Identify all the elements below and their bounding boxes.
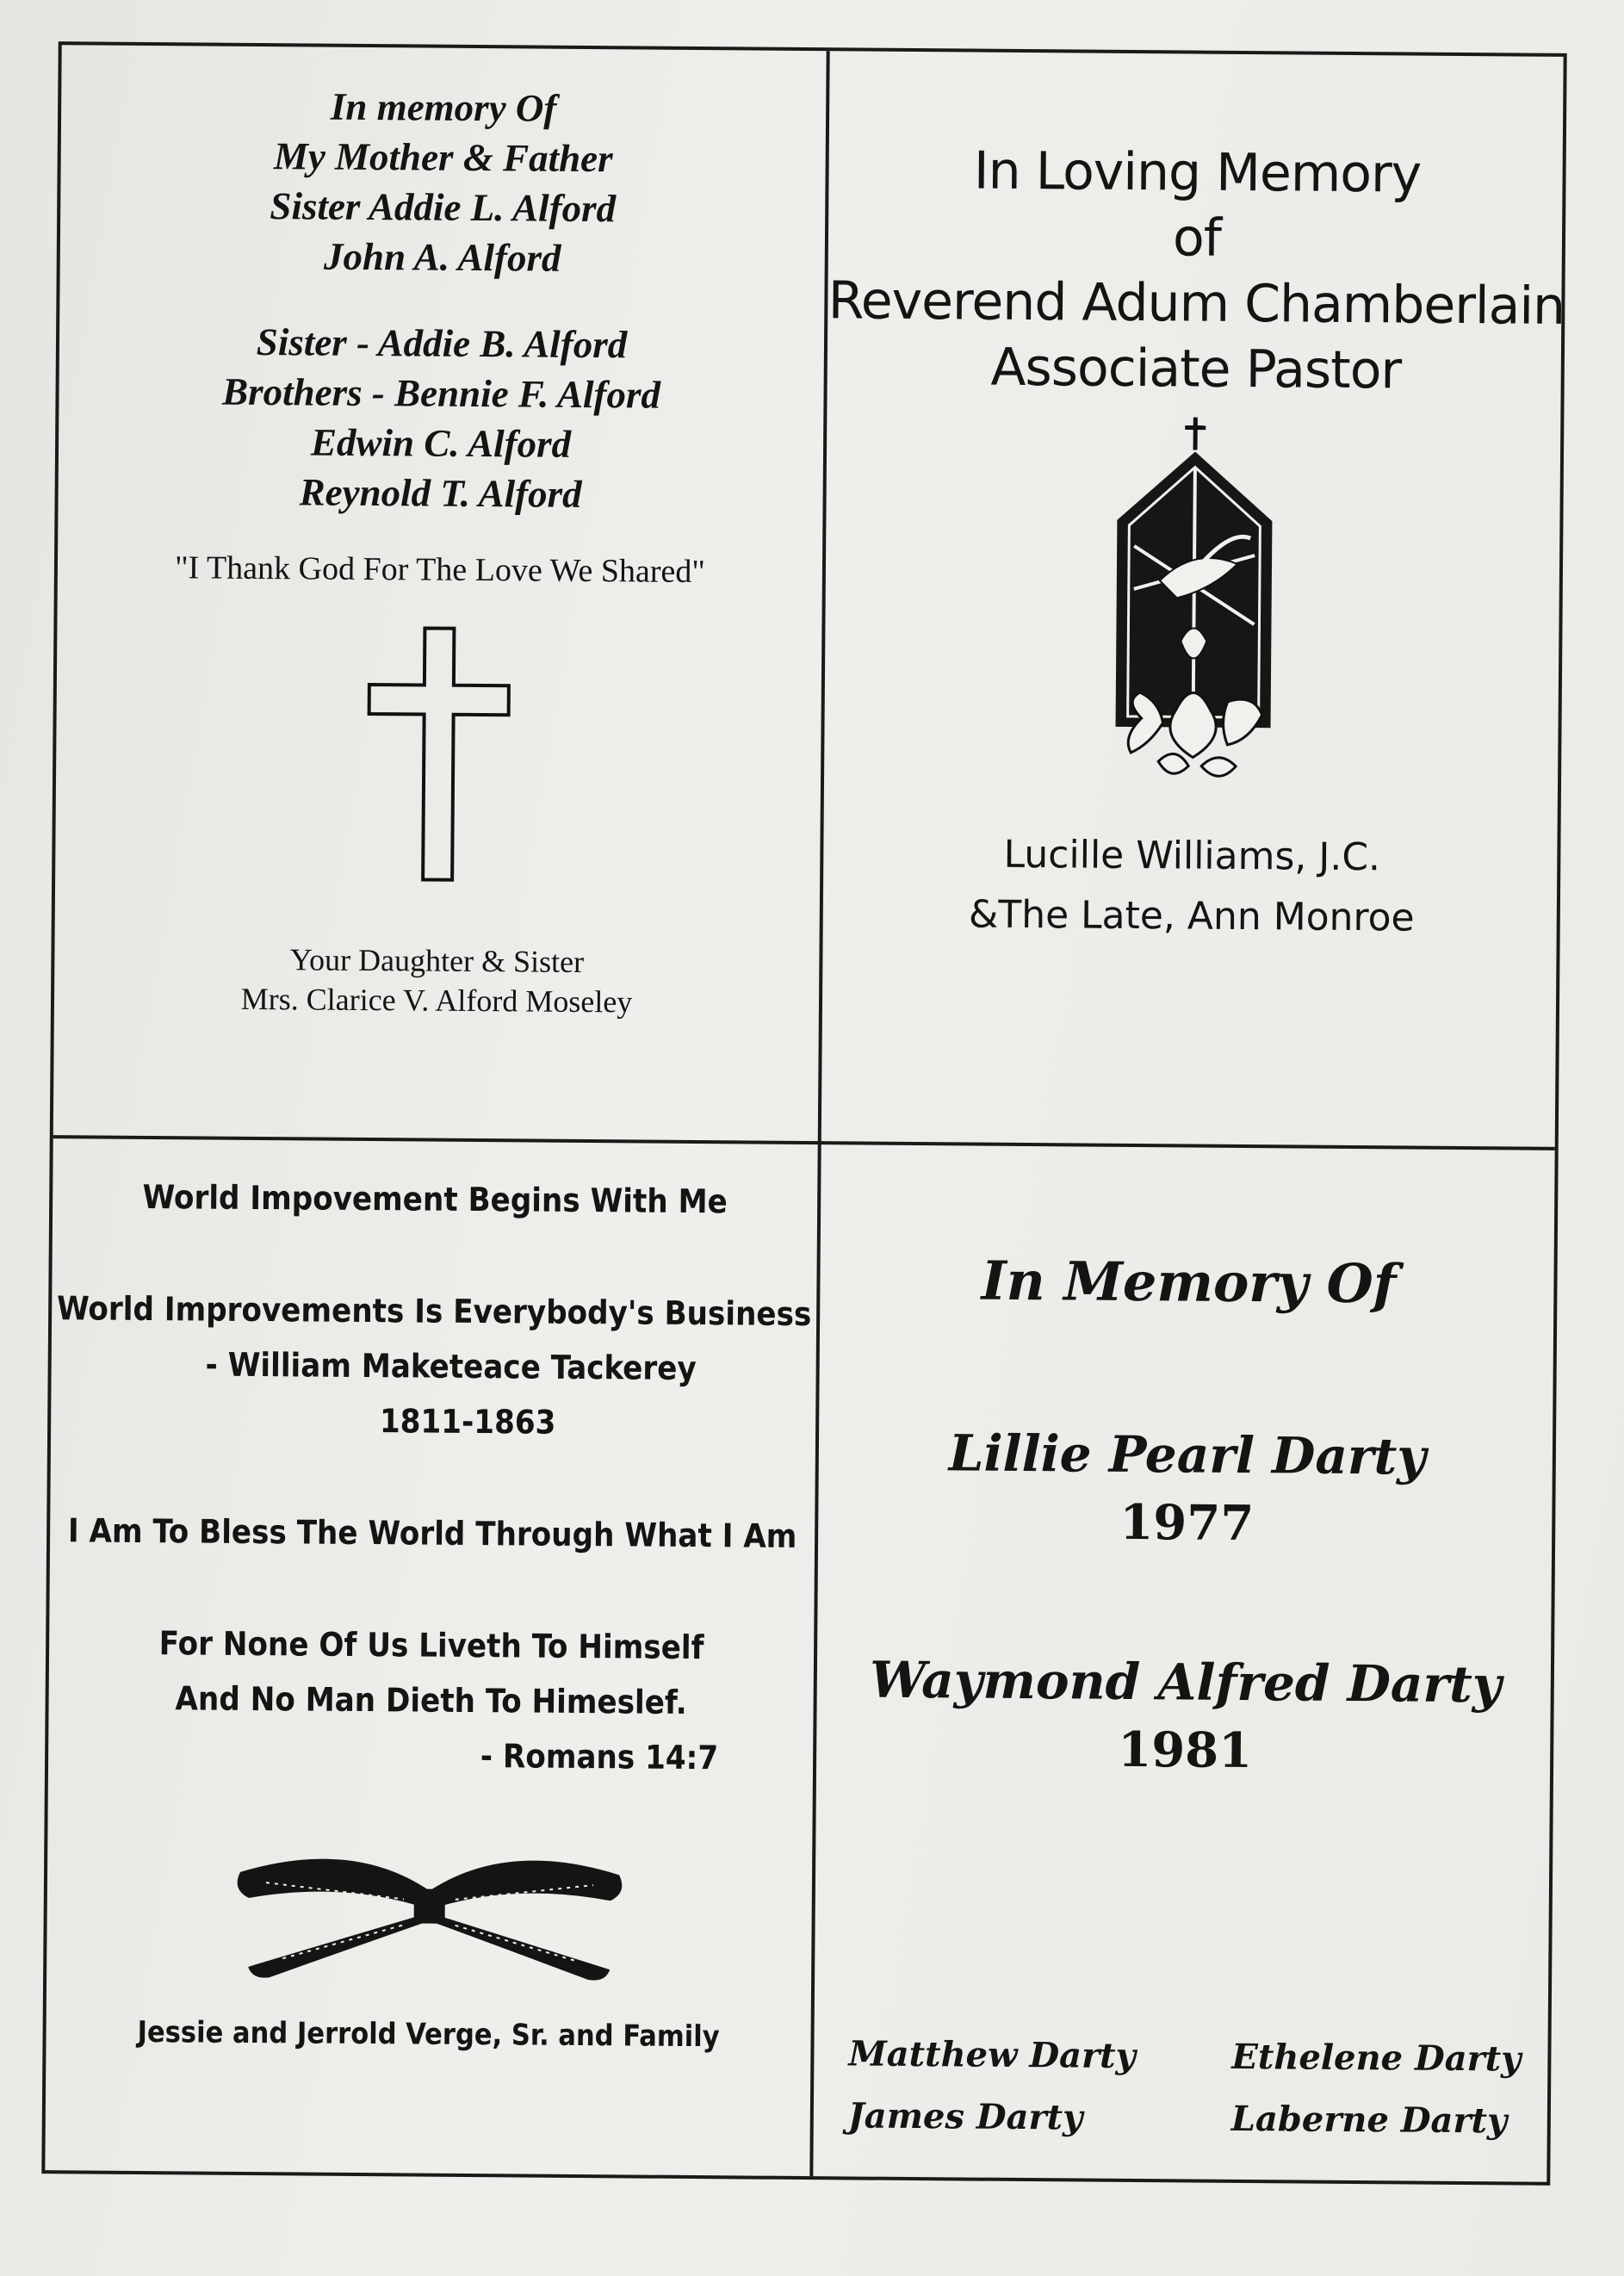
quote-line: World Improvements Is Everybody's Business [56,1289,812,1334]
kin-name: James Darty [847,2095,1083,2138]
verge-signature: Jessie and Jerrold Verge, Sr. and Family [137,2014,720,2055]
signature-line: Mrs. Clarice V. Alford Moseley [240,981,633,1020]
darty-memorial-panel [813,1144,1558,2186]
signature-line: Your Daughter & Sister [289,942,585,979]
kin-name: Matthew Darty [848,2033,1137,2077]
scripture-reference: - Romans 14:7 [480,1737,719,1777]
title-line: of [1172,208,1222,269]
kin-name: Laberne Darty [1230,2098,1508,2142]
memory-line: In memory Of [330,84,557,130]
darty-heading: In Memory Of [981,1249,1397,1316]
family-line: Sister - Addie B. Alford [256,319,628,367]
signature-line: Lucille Williams, J.C. [1003,832,1381,880]
memory-line: Sister Addie L. Alford [270,184,617,231]
memorial-grid [41,41,1566,2186]
family-list [58,315,824,521]
quote-dates: 1811-1863 [379,1402,556,1442]
honoree-year: 1977 [1119,1493,1255,1553]
chamberlain-memorial-panel [821,51,1567,1147]
world-improvement-panel [45,1138,817,2180]
alford-memorial-panel [53,45,827,1141]
quote-attribution: - William Maketeace Tackerey [205,1345,697,1388]
ribbon-bow-icon [231,1838,628,1988]
kin-list-right [1231,2026,1522,2153]
honoree-year: 1981 [1118,1721,1253,1780]
memory-heading [60,79,827,285]
family-line: Brothers - Bennie F. Alford [221,369,661,417]
honoree-name: Lillie Pearl Darty [948,1423,1427,1486]
family-line: Reynold T. Alford [299,470,582,516]
chamberlain-heading [827,137,1566,405]
kin-list-left [848,2023,1137,2149]
title-line: In Loving Memory [973,140,1422,205]
quote-line: For None Of Us Liveth To Himself [158,1624,704,1667]
memory-line: My Mother & Father [273,134,613,181]
signature-line: &The Late, Ann Monroe [968,892,1415,940]
kin-name: Ethelene Darty [1231,2036,1522,2080]
love-quote: "I Thank God For The Love We Shared" [174,549,705,591]
chamberlain-signature [823,823,1561,950]
quote-line: World Impovement Begins With Me [142,1177,728,1221]
family-line: Edwin C. Alford [310,420,572,466]
title-line: Reverend Adum Chamberlain [827,270,1565,337]
memory-line: John A. Alford [323,234,561,280]
alford-signature [54,938,820,1023]
stained-glass-dove-lily-icon [1098,417,1290,789]
title-line: Associate Pastor [990,337,1402,401]
quote-line: I Am To Bless The World Through What I Am [67,1511,797,1555]
honoree-name: Waymond Alfred Darty [869,1650,1502,1715]
quote-line: And No Man Dieth To Himeslef. [175,1679,687,1721]
cross-icon [364,624,512,884]
